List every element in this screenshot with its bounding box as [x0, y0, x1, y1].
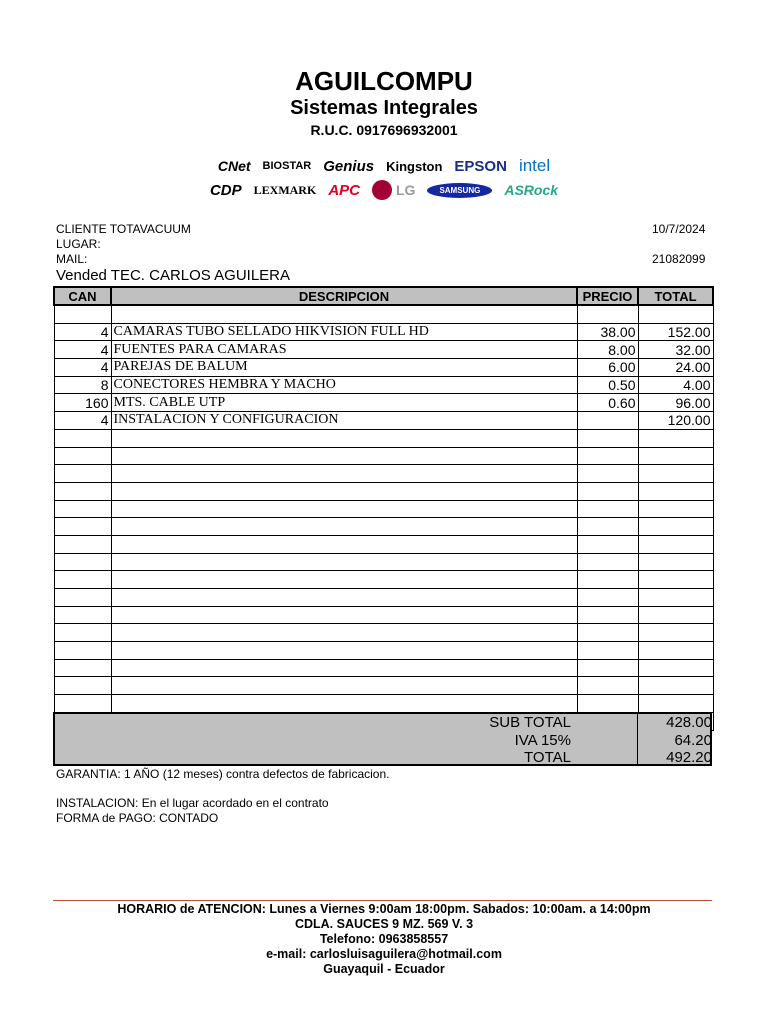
header-descripcion: DESCRIPCION [111, 287, 577, 305]
table-row [54, 500, 713, 518]
footer-divider [53, 900, 712, 901]
table-row [54, 606, 713, 624]
cell-can [54, 535, 111, 553]
cell-total [638, 500, 713, 518]
cell-descripcion [111, 500, 577, 518]
brand-logos-row-2 [0, 180, 768, 200]
cell-total [638, 482, 713, 500]
cell-can [54, 642, 111, 660]
cell-total [638, 606, 713, 624]
kingston-logo: Kingston [386, 158, 443, 174]
table-row [54, 589, 713, 607]
brand-logos-row-1 [0, 156, 768, 176]
cell-descripcion: PAREJAS DE BALUM [111, 359, 577, 377]
cell-total: 152.00 [638, 323, 713, 341]
cdp-logo: CDP [209, 181, 242, 199]
asrock-logo: ASRock [504, 182, 559, 198]
subtotal-value: 428.00 [666, 714, 712, 731]
cell-can: 8 [54, 376, 111, 394]
table-row [54, 465, 713, 483]
company-subtitle: Sistemas Integrales [290, 97, 478, 119]
cell-total: 24.00 [638, 359, 713, 377]
cell-precio [577, 465, 638, 483]
cell-total: 32.00 [638, 341, 713, 359]
cell-can [54, 482, 111, 500]
table-row [54, 341, 713, 359]
cell-precio [577, 500, 638, 518]
cnet-logo: CNet [217, 158, 251, 174]
cell-descripcion [111, 518, 577, 536]
cell-can [54, 465, 111, 483]
cell-precio [577, 624, 638, 642]
cell-precio [577, 642, 638, 660]
cell-can [54, 553, 111, 571]
iva-value: 64.20 [674, 732, 712, 749]
cell-total: 4.00 [638, 376, 713, 394]
table-row [54, 359, 713, 377]
cell-precio [577, 553, 638, 571]
cell-total [638, 518, 713, 536]
cell-total [638, 677, 713, 695]
cell-descripcion [111, 589, 577, 607]
samsung-logo: SAMSUNG [427, 183, 492, 198]
table-row [54, 535, 713, 553]
table-row [54, 695, 713, 713]
cell-total [638, 571, 713, 589]
cell-descripcion [111, 677, 577, 695]
cell-descripcion [111, 571, 577, 589]
totals-divider [637, 714, 638, 764]
table-row [54, 659, 713, 677]
footer-address: CDLA. SAUCES 9 MZ. 569 V. 3 [294, 917, 474, 931]
header-can: CAN [54, 287, 111, 305]
cell-total [638, 429, 713, 447]
cell-can: 160 [54, 394, 111, 412]
cell-total [638, 589, 713, 607]
cell-precio [577, 589, 638, 607]
cell-total [638, 465, 713, 483]
footer-city: Guayaquil - Ecuador [323, 962, 445, 976]
subtotal-label: SUB TOTAL [489, 714, 571, 731]
cell-can: 4 [54, 359, 111, 377]
header-precio: PRECIO [577, 287, 638, 305]
cell-precio [577, 606, 638, 624]
payment-note: FORMA de PAGO: CONTADO [56, 811, 219, 825]
genius-logo: Genius [323, 157, 375, 175]
cell-can [54, 677, 111, 695]
cell-descripcion [111, 624, 577, 642]
cell-descripcion: FUENTES PARA CAMARAS [111, 341, 577, 359]
cell-can [54, 305, 111, 323]
iva-label: IVA 15% [514, 732, 571, 749]
table-row [54, 553, 713, 571]
cell-can [54, 447, 111, 465]
cell-descripcion [111, 465, 577, 483]
cell-can [54, 624, 111, 642]
cell-descripcion [111, 482, 577, 500]
cell-descripcion [111, 535, 577, 553]
cell-total [638, 447, 713, 465]
cell-descripcion [111, 659, 577, 677]
cell-descripcion: CAMARAS TUBO SELLADO HIKVISION FULL HD [111, 323, 577, 341]
cell-precio [577, 305, 638, 323]
cell-total [638, 642, 713, 660]
cell-precio [577, 447, 638, 465]
cell-descripcion: MTS. CABLE UTP [111, 394, 577, 412]
cell-total [638, 553, 713, 571]
footer-phone: Telefono: 0963858557 [319, 932, 449, 946]
table-row [54, 677, 713, 695]
invoice-date: 10/7/2024 [652, 222, 706, 236]
company-name: AGUILCOMPU [295, 66, 473, 96]
cell-precio: 8.00 [577, 341, 638, 359]
cell-total [638, 305, 713, 323]
cell-can [54, 518, 111, 536]
table-row [54, 412, 713, 430]
cell-descripcion [111, 606, 577, 624]
footer-hours: HORARIO de ATENCION: Lunes a Viernes 9:00am 18:00pm. Sabados: 10:00am. a 14:00pm [117, 902, 651, 916]
cell-total [638, 659, 713, 677]
items-table [53, 286, 714, 731]
cell-precio: 0.60 [577, 394, 638, 412]
installation-note: INSTALACION: En el lugar acordado en el contrato [56, 796, 329, 810]
cell-precio: 6.00 [577, 359, 638, 377]
cell-descripcion [111, 642, 577, 660]
total-value: 492.20 [666, 749, 712, 766]
cell-can: 4 [54, 412, 111, 430]
cell-descripcion: INSTALACION Y CONFIGURACION [111, 412, 577, 430]
cell-precio: 38.00 [577, 323, 638, 341]
cell-precio [577, 518, 638, 536]
table-row [54, 642, 713, 660]
invoice-number: 21082099 [652, 252, 706, 266]
cell-descripcion [111, 305, 577, 323]
cell-total [638, 535, 713, 553]
cell-precio [577, 695, 638, 713]
company-ruc: R.U.C. 0917696932001 [310, 122, 458, 138]
cell-total [638, 695, 713, 713]
cell-precio [577, 571, 638, 589]
cell-precio [577, 412, 638, 430]
table-row [54, 447, 713, 465]
cell-can [54, 695, 111, 713]
cell-total: 120.00 [638, 412, 713, 430]
cell-descripcion [111, 429, 577, 447]
table-row [54, 394, 713, 412]
table-row [54, 429, 713, 447]
cell-can [54, 429, 111, 447]
cell-descripcion [111, 553, 577, 571]
table-row [54, 305, 713, 323]
client-name: CLIENTE TOTAVACUUM [56, 222, 191, 236]
header-total: TOTAL [638, 287, 713, 305]
lg-logo [372, 180, 415, 200]
lexmark-logo: LEXMARK [253, 182, 317, 197]
table-row [54, 376, 713, 394]
table-row [54, 518, 713, 536]
cell-precio: 0.50 [577, 376, 638, 394]
table-header-row [54, 287, 713, 305]
total-label: TOTAL [524, 749, 571, 766]
cell-precio [577, 677, 638, 695]
cell-can [54, 606, 111, 624]
intel-logo: intel [518, 156, 551, 175]
epson-logo: EPSON [454, 157, 507, 175]
cell-can: 4 [54, 341, 111, 359]
cell-can: 4 [54, 323, 111, 341]
lg-logo-text: LG [395, 182, 416, 198]
cell-can [54, 659, 111, 677]
cell-precio [577, 659, 638, 677]
cell-descripcion: CONECTORES HEMBRA Y MACHO [111, 376, 577, 394]
table-row [54, 323, 713, 341]
table-row [54, 624, 713, 642]
cell-can [54, 571, 111, 589]
cell-descripcion [111, 447, 577, 465]
table-row [54, 571, 713, 589]
cell-total [638, 624, 713, 642]
lg-circle-icon [372, 180, 392, 200]
cell-precio [577, 429, 638, 447]
apc-logo: APC [328, 181, 360, 199]
cell-descripcion [111, 695, 577, 713]
footer-email: e-mail: carlosluisaguilera@hotmail.com [266, 947, 502, 961]
biostar-logo: BIOSTAR [262, 160, 312, 172]
client-mail: MAIL: [56, 252, 88, 266]
warranty-note: GARANTIA: 1 AÑO (12 meses) contra defectos de fabricacion. [56, 767, 390, 781]
cell-can [54, 589, 111, 607]
client-place: LUGAR: [56, 237, 101, 251]
cell-precio [577, 535, 638, 553]
seller: Vended TEC. CARLOS AGUILERA [56, 267, 291, 284]
totals-box [53, 712, 712, 766]
cell-can [54, 500, 111, 518]
table-row [54, 482, 713, 500]
cell-total: 96.00 [638, 394, 713, 412]
cell-precio [577, 482, 638, 500]
